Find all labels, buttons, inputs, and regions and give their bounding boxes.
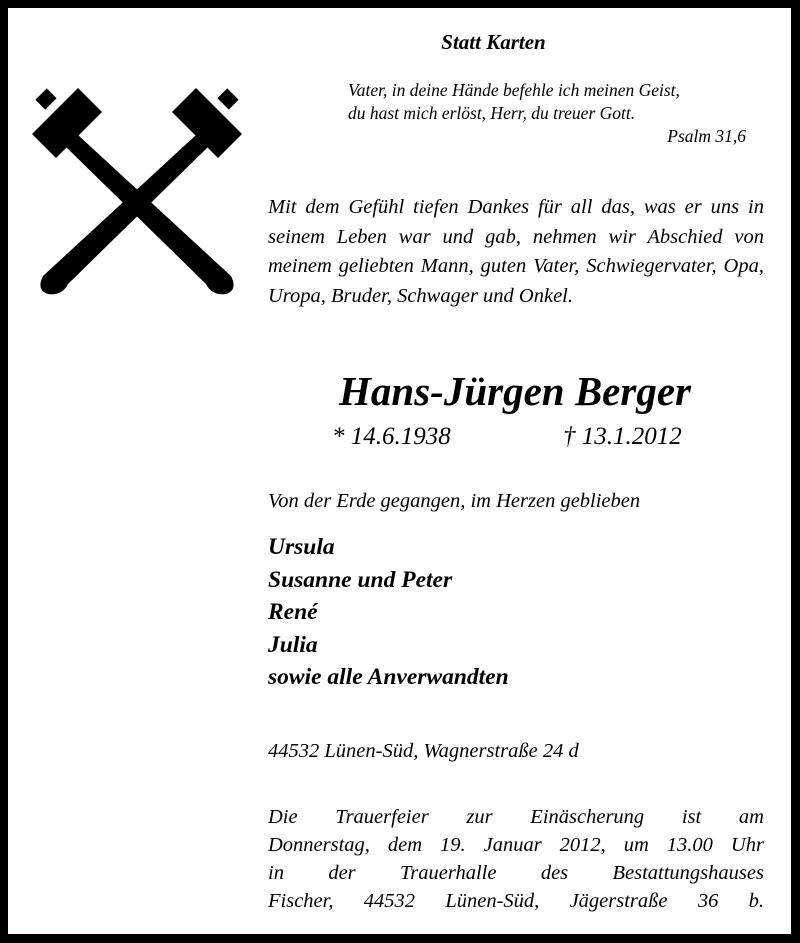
service-word: 2012, <box>559 834 606 856</box>
service-word: Januar <box>483 834 542 856</box>
obituary-notice <box>8 8 791 934</box>
service-word: in <box>268 862 284 884</box>
service-word: Bestattungshauses <box>612 862 764 884</box>
service-word: der <box>328 862 356 884</box>
service-word: Donnerstag, <box>268 834 370 856</box>
service-word: Trauerhalle <box>400 862 497 884</box>
motto-text: Von der Erde gegangen, im Herzen geblieben <box>268 490 641 512</box>
service-word: Uhr <box>730 834 764 856</box>
service-line <box>268 859 764 887</box>
service-word: 13.00 <box>666 834 713 856</box>
service-word: 19. <box>440 834 466 856</box>
service-word: des <box>540 862 569 884</box>
service-word: 44532 <box>363 890 416 912</box>
header-title: Statt Karten <box>441 30 546 54</box>
service-line <box>268 803 764 831</box>
service-word: am <box>738 806 764 828</box>
mourner-name: Susanne und Peter <box>268 566 453 593</box>
service-word: Fischer, <box>268 890 334 912</box>
service-word: ist <box>681 806 702 828</box>
service-word: dem <box>387 834 423 856</box>
service-line <box>268 887 764 915</box>
service-word: 36 <box>697 890 719 912</box>
service-announcement <box>268 803 764 915</box>
death-date: † 13.1.2012 <box>563 423 682 450</box>
service-word: Die <box>268 806 298 828</box>
psalm-quote <box>348 79 780 148</box>
service-word: Trauerfeier <box>335 806 429 828</box>
mourner-name: Julia <box>268 631 318 658</box>
mourner-name: René <box>268 599 318 625</box>
service-word: Einäscherung <box>530 806 645 828</box>
mourners-list <box>268 531 509 694</box>
psalm-reference: Psalm 31,6 <box>667 126 746 146</box>
deceased-name: Hans-Jürgen Berger <box>339 368 691 414</box>
mourner-name: Ursula <box>268 534 335 560</box>
service-word: um <box>623 834 649 856</box>
psalm-line: du hast mich erlöst, Herr, du treuer Gott. <box>348 103 636 123</box>
mourner-name: sowie alle Anverwandten <box>268 664 509 690</box>
hammer-and-pick-icon <box>26 80 248 302</box>
address-text: 44532 Lünen-Süd, Wagnerstraße 24 d <box>268 740 579 762</box>
service-word: Jägerstraße <box>569 890 668 912</box>
birth-date: * 14.6.1938 <box>332 423 451 450</box>
service-word: Lünen-Süd, <box>445 890 540 912</box>
service-word: b. <box>748 890 764 912</box>
psalm-line: Vater, in deine Hände befehle ich meinen Geist, <box>348 80 680 100</box>
service-line <box>268 831 764 859</box>
intro-text: Mit dem Gefühl tiefen Dankes für all das, was er uns in seinem Leben war und gab, nehmen wir Abschied von meinem geliebten Mann, guten Vater, Schwiegervater, Opa, Uropa, Bruder, Schwager und Onkel. <box>268 196 764 307</box>
service-word: zur <box>466 806 493 828</box>
